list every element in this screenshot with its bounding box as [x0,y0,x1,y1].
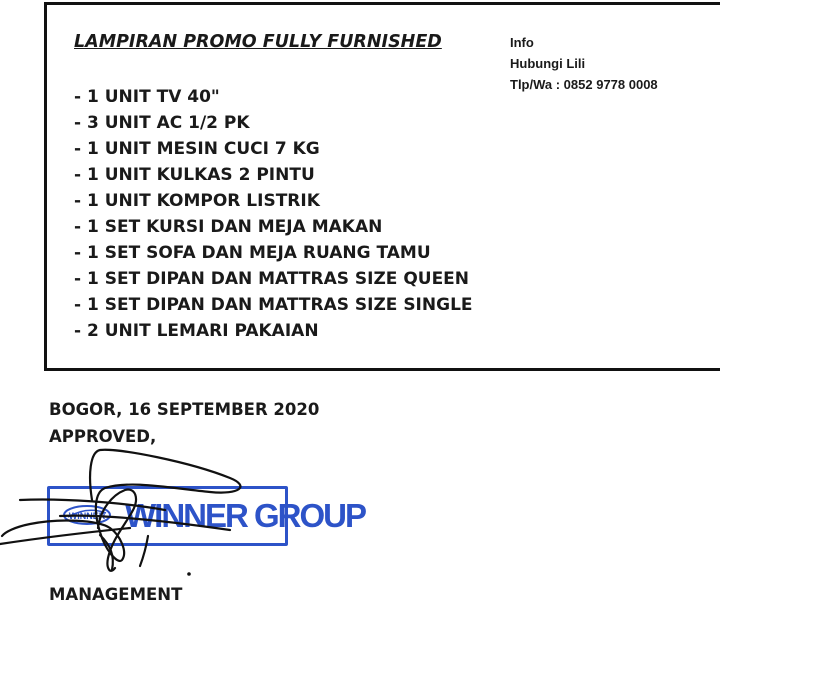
approved-label: APPROVED, [49,427,157,446]
promo-title: LAMPIRAN PROMO FULLY FURNISHED [74,32,442,52]
list-item: - 1 UNIT KULKAS 2 PINTU [74,165,315,185]
contact-info [510,32,658,95]
management-label: MANAGEMENT [49,585,183,604]
list-item: - 1 SET KURSI DAN MEJA MAKAN [74,217,383,237]
stamp-text: WINNER GROUP [125,497,365,534]
list-item: - 3 UNIT AC 1/2 PK [74,113,250,133]
info-contact: Hubungi Lili [510,56,586,71]
list-item: - 1 SET DIPAN DAN MATTRAS SIZE QUEEN [74,269,470,289]
stamp-logo-text: WINNER [68,511,106,521]
list-item: - 1 UNIT MESIN CUCI 7 KG [74,139,320,159]
info-phone: Tlp/Wa : 0852 9778 0008 [510,77,658,92]
list-item: - 1 SET SOFA DAN MEJA RUANG TAMU [74,243,431,263]
list-item: - 1 UNIT TV 40" [74,87,220,107]
list-item: - 1 SET DIPAN DAN MATTRAS SIZE SINGLE [74,295,473,315]
list-item: - 1 UNIT KOMPOR LISTRIK [74,191,320,211]
place-date: BOGOR, 16 SEPTEMBER 2020 [49,400,320,419]
furnishing-list [74,85,473,345]
signature-icon [0,440,330,590]
info-heading: Info [510,35,534,50]
list-item: - 2 UNIT LEMARI PAKAIAN [74,321,319,341]
